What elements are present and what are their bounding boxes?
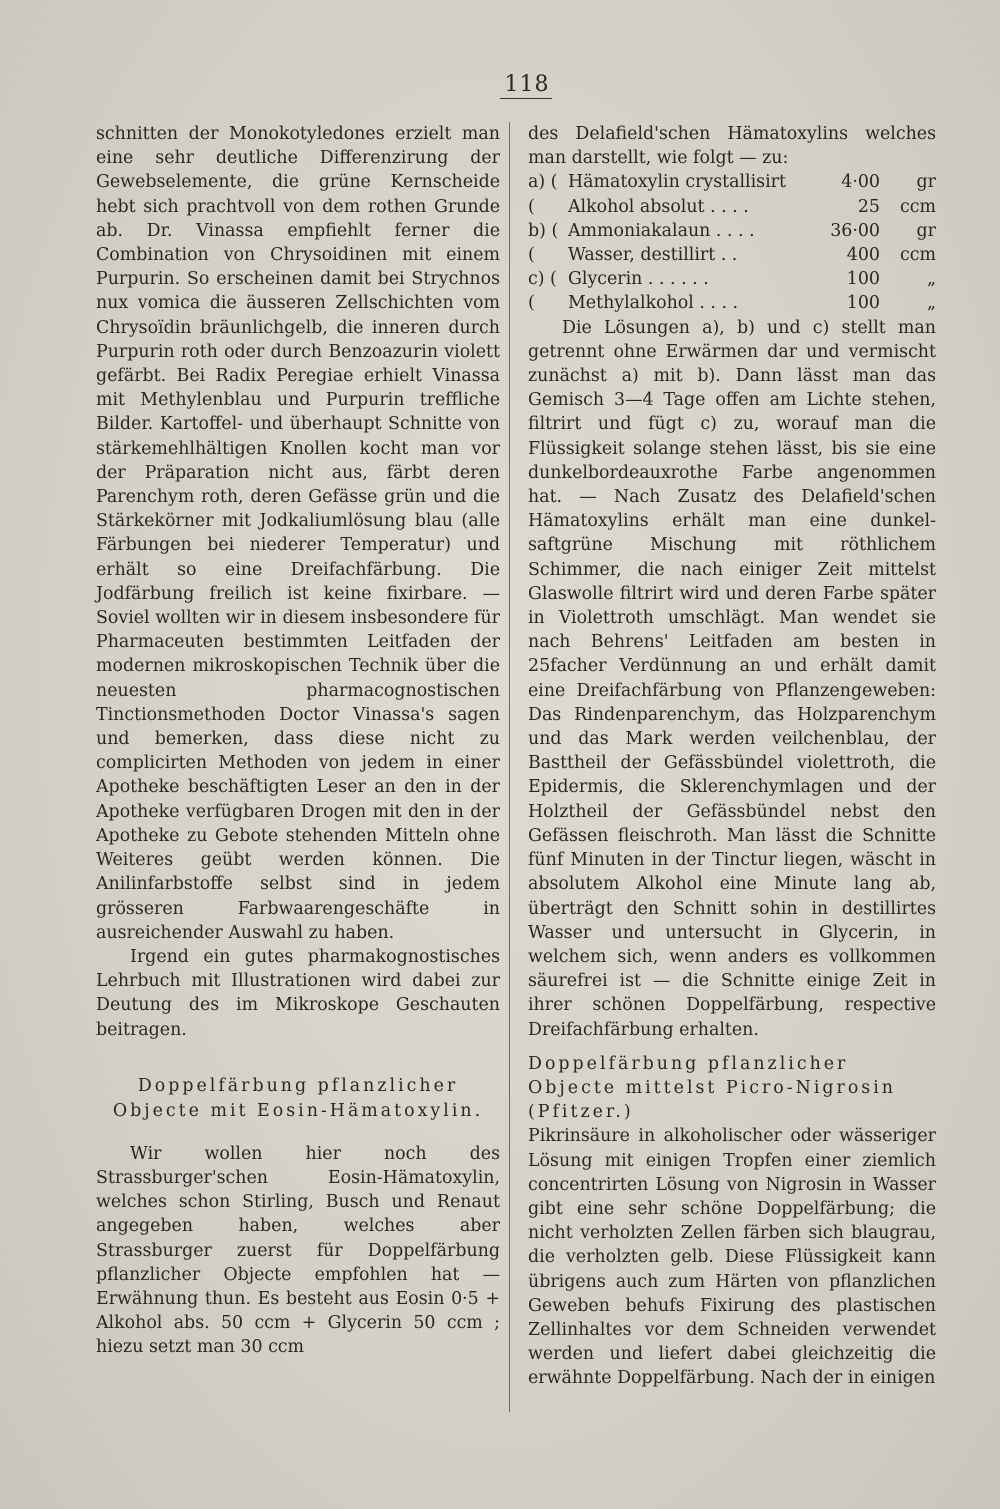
formula-row <box>528 195 936 219</box>
formula-name: Ammoniakalaun . . . . <box>568 220 755 241</box>
formula-name: Alkohol absolut . . . . <box>568 196 749 217</box>
formula-value: 400 <box>846 245 880 266</box>
right-intro: des Delafield'schen Hämatoxylins welches man darstellt, wie folgt — zu: <box>528 124 936 169</box>
left-paragraph-3: Wir wollen hier noch des Strassburger'schen Eosin-Hämatoxylin, welches schon Stirling, Busch und Renaut angegeben haben, welches aber Strassburger zuerst für Doppelfärbung pflanzlicher Objecte empfohlen hat — Erwähnung thun. Es besteht aus Eosin 0·5 + Alkohol abs. 50 ccm + Glycerin 50 ccm ; hiezu setzt man 30 ccm <box>96 1143 500 1358</box>
formula-key: b) ( <box>528 220 559 241</box>
right-paragraph-1: Die Lösungen a), b) und c) stellt man getrennt ohne Erwärmen dar und vermischt zunächst a) mit b). Dann lässt man das Gemisch 3—4 Tage offen am Lichte stehen, filtrirt und fügt c) zu, worauf man die Flüssigkeit solange stehen lässt, bis sie eine dunkelbordeauxrothe Farbe angenommen hat. — Nach Zusatz des Delafield'schen Hämatoxylins erhält man eine dunkel-saftgrüne Mischung mit röthlichem Schimmer, die nach einiger Zeit mittelst Glaswolle filtrirt wird und deren Farbe später in Violettroth umschlägt. Man wendet sie nach Behrens' Leitfaden am besten in 25facher Verdünnung an und erhält damit eine Dreifachfärbung von Pflanzengeweben: Das Rindenparenchym, das Holzparenchym und das Mark werden veilchenblau, der Basttheil der Gefässbündel violettroth, die Epidermis, die Sklerenchymlagen und der Holztheil der Gefässbündel nebst den Gefässen fleischroth. Man lässt die Schnitte fünf Minuten in der Tinctur liegen, wäscht in absolutem Alkohol eine Minute lang ab, überträgt den Schnitt sohin in destillirtes Wasser und untersucht in Glycerin, in welchem sich, wenn anders es vollkommen säurefrei ist — die Schnitte einige Zeit in ihrer schönen Doppelfärbung, respective Dreifachfärbung erhalten. <box>528 317 936 1040</box>
formula-key: c) ( <box>528 269 557 290</box>
formula-value: 100 <box>846 269 880 290</box>
formula-row <box>528 170 936 194</box>
formula-name: Methylalkohol . . . . <box>568 293 739 314</box>
formula-value: 36·00 <box>830 220 880 241</box>
formula-key: ( <box>528 196 535 217</box>
section-heading-eosin: Doppelfärbung pflanzlicher Objecte mit Eosin-Hämatoxylin. <box>112 1075 484 1121</box>
formula-unit: gr <box>916 220 936 241</box>
formula-unit: ccm <box>900 196 936 217</box>
page-number-rule <box>500 98 552 99</box>
formula-row <box>528 291 936 315</box>
formula-unit: gr <box>916 172 936 193</box>
formula-name: Glycerin . . . . . . <box>568 269 709 290</box>
formula-unit: „ <box>926 269 936 290</box>
formula-value: 4·00 <box>841 172 880 193</box>
formula-row <box>528 267 936 291</box>
formula-table <box>528 170 936 315</box>
formula-key: a) ( <box>528 172 558 193</box>
formula-value: 100 <box>846 293 880 314</box>
right-column <box>528 122 936 1391</box>
section-heading-picro-nigrosin: Doppelfärbung pflanzlicher Objecte mittelst Picro-Nigrosin (Pfitzer.) <box>528 1053 896 1123</box>
left-paragraph-1: schnitten der Monokotyledones erzielt man eine sehr deutliche Differenzirung der Gewebselemente, die grüne Kernscheide hebt sich prachtvoll von dem rothen Grunde ab. Dr. Vinassa empfiehlt ferner die Combination von Chrysoidinen mit einem Purpurin. So erscheinen damit bei Strychnos nux vomica die äusseren Zellschichten vom Chrysoïdin bräunlichgelb, die inneren durch Purpurin roth oder durch Benzoazurin violett gefärbt. Bei Radix Peregiae erhielt Vinassa mit Methylenblau und Purpurin treffliche Bilder. Kartoffel- und überhaupt Schnitte von stärkemehlhältigen Knollen kocht man vor der Präparation nicht aus, färbt deren Parenchym roth, deren Gefässe grün und die Stärkekörner mit Jodkaliumlösung blau (alle Färbungen bei niederer Temperatur) und erhält so eine Dreifachfärbung. Die Jodfärbung freilich ist keine fixirbare. — Soviel wollten wir in diesem insbesondere für Pharmaceuten bestimmten Leitfaden der modernen mikroskopischen Technik über die neuesten pharmacognostischen Tinctionsmethoden Doctor Vinassa's sagen und bemerken, dass diese nicht zu complicirten Methoden von jedem in einer Apotheke beschäftigten Leser an den in der Apotheke verfügbaren Drogen mit den in der Apotheke zu Gebote stehenden Mitteln ohne Weiteres geübt werden können. Die Anilinfarbstoffe selbst sind in jedem grösseren Farbwaarengeschäfte in ausreichender Auswahl zu haben. <box>96 124 500 943</box>
formula-key: ( <box>528 245 535 266</box>
formula-key: ( <box>528 293 535 314</box>
right-paragraph-2: Pikrinsäure in alkoholischer oder wässeriger Lösung mit einigen Tropfen einer ziemlich concentrirten Lösung von Nigrosin in Wasser gibt eine sehr schöne Doppelfärbung; die nicht verholzten Zellen färben sich blaugrau, die verholzten gelb. Diese Flüssigkeit kann übrigens auch zum Härten von pflanzlichen Geweben behufs Fixirung des plastischen Zellinhaltes vor dem Schneiden verwendet werden und liefert dabei gleichzeitig die erwähnte Doppelfärbung. Nach der in einigen <box>528 1126 936 1389</box>
formula-unit: „ <box>926 293 936 314</box>
page-number: 118 <box>504 72 550 97</box>
formula-name: Wasser, destillirt . . <box>568 245 738 266</box>
formula-name: Hämatoxylin crystallisirt <box>568 172 786 193</box>
left-paragraph-2: Irgend ein gutes pharmakognostisches Lehrbuch mit Illustrationen wird dabei zur Deutung des im Mikroskope Geschauten beitragen. <box>96 946 500 1040</box>
formula-row <box>528 219 936 243</box>
formula-value: 25 <box>857 196 880 217</box>
formula-row <box>528 243 936 267</box>
left-column <box>96 122 500 1360</box>
formula-unit: ccm <box>900 245 936 266</box>
column-divider <box>509 122 510 1412</box>
